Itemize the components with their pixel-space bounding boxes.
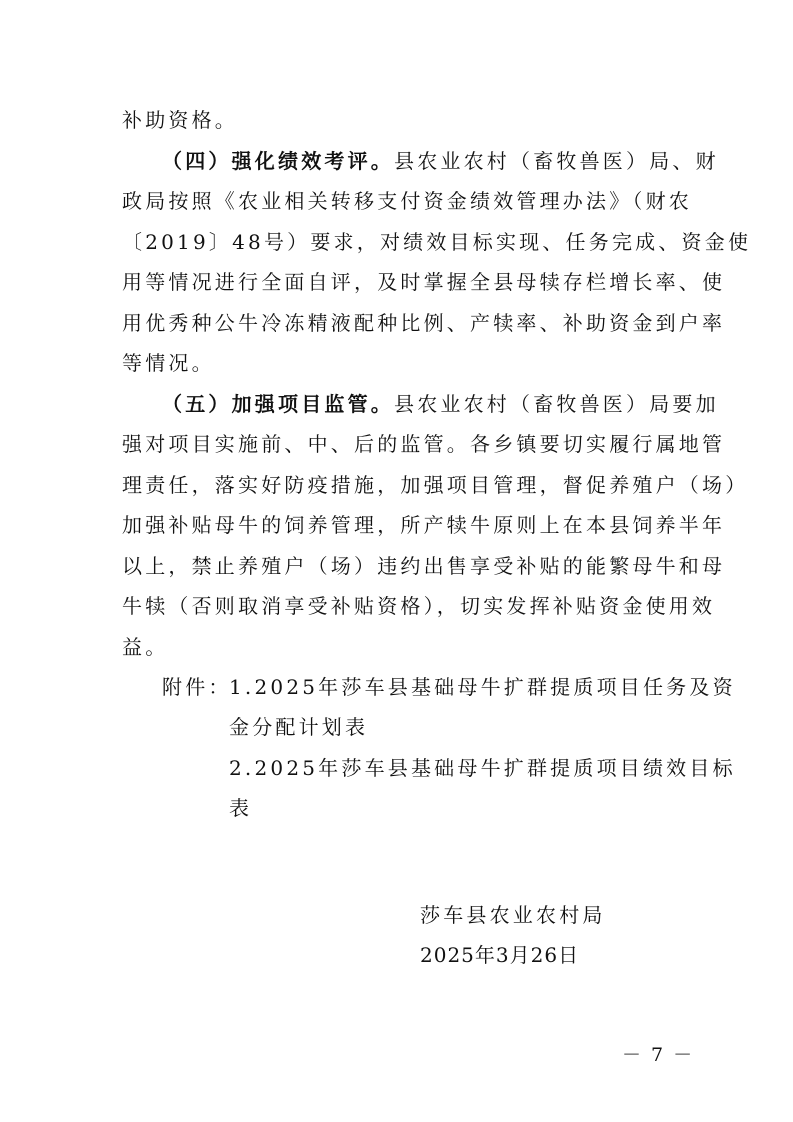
signature-date: 2025年3月26日	[420, 943, 580, 967]
attachment-item-2-cont: 表	[229, 796, 253, 820]
attachment-label: 附件：	[162, 675, 232, 699]
section-5-text: 县农业农村（畜牧兽医）局要加	[394, 392, 719, 416]
body-line: 强对项目实施前、中、后的监管。各乡镇要切实履行属地管	[122, 432, 726, 456]
body-line: 用等情况进行全面自评，及时掌握全县母犊存栏增长率、使	[122, 270, 726, 294]
signature-org: 莎车县农业农村局	[420, 903, 606, 927]
section-4-heading: （四）强化绩效考评。	[162, 149, 394, 173]
body-line: 理责任，落实好防疫措施，加强项目管理，督促养殖户（场）	[122, 473, 749, 497]
section-4-text: 县农业农村（畜牧兽医）局、财	[394, 149, 719, 173]
attachment-item-2: 2.2025年莎车县基础母牛扩群提质项目绩效目标	[229, 756, 736, 780]
section-4-first-line	[162, 146, 719, 176]
body-line: 牛犊（否则取消享受补贴资格），切实发挥补贴资金使用效	[122, 594, 716, 618]
body-line: 益。	[122, 635, 169, 659]
section-5-first-line	[162, 389, 719, 419]
page-number: － 7 －	[622, 1044, 695, 1066]
body-line: 〔2019〕48号）要求，对绩效目标实现、任务完成、资金使	[122, 230, 752, 254]
body-line: 政局按照《农业相关转移支付资金绩效管理办法》（财农	[122, 189, 692, 213]
attachment-item-1: 1.2025年莎车县基础母牛扩群提质项目任务及资	[229, 675, 736, 699]
body-line: 用优秀种公牛冷冻精液配种比例、产犊率、补助资金到户率	[122, 311, 726, 335]
body-line: 加强补贴母牛的饲养管理，所产犊牛原则上在本县饲养半年	[122, 513, 726, 537]
body-line: 补助资格。	[122, 108, 238, 132]
body-line: 以上，禁止养殖户（场）违约出售享受补贴的能繁母牛和母	[122, 554, 726, 578]
body-line: 等情况。	[122, 351, 215, 375]
section-5-heading: （五）加强项目监管。	[162, 392, 394, 416]
attachment-item-1-cont: 金分配计划表	[229, 715, 369, 739]
